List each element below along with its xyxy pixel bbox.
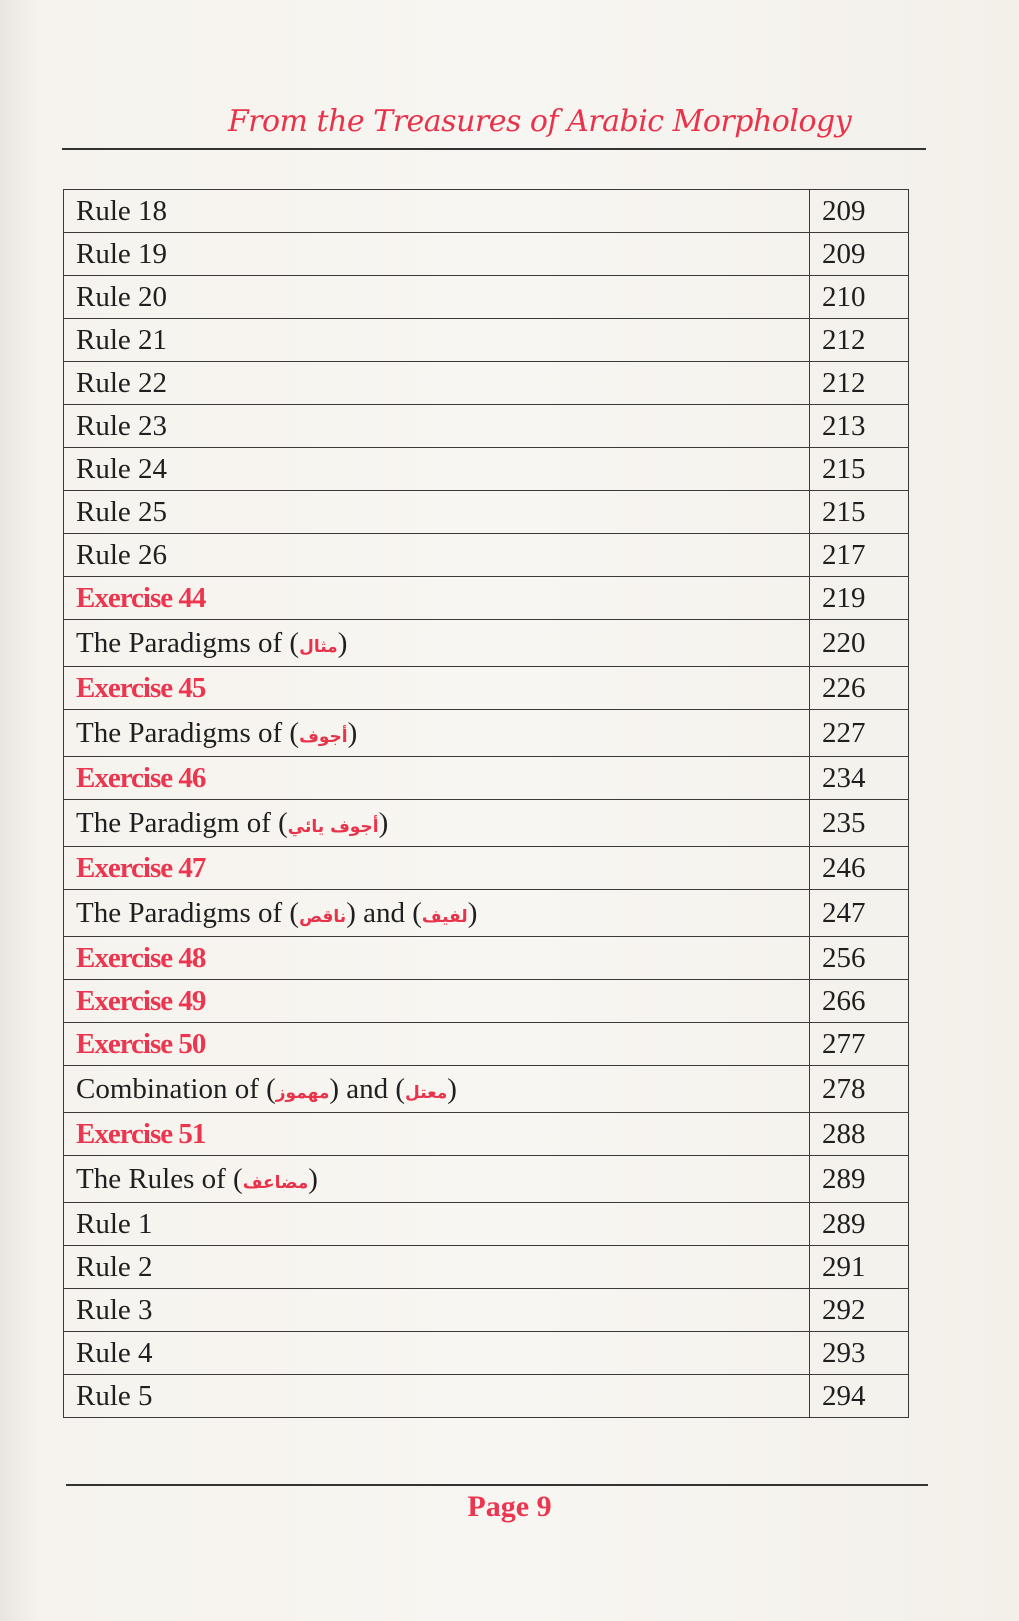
- toc-page-number: 289: [810, 1203, 909, 1246]
- toc-entry-title: [64, 620, 810, 667]
- entry-text: Exercise 50: [76, 1027, 206, 1060]
- toc-page-number: 247: [810, 890, 909, 937]
- entry-text: Exercise 51: [76, 1117, 206, 1150]
- toc-row-exercise: [64, 847, 909, 890]
- toc-row-rule: [64, 233, 909, 276]
- entry-text: Rule 2: [76, 1250, 153, 1283]
- toc-entry-title: [64, 710, 810, 757]
- toc-row-exercise: [64, 937, 909, 980]
- toc-entry-title: [64, 890, 810, 937]
- toc-page-number: 293: [810, 1332, 909, 1375]
- toc-entry-title: [64, 980, 810, 1023]
- toc-row-rule: [64, 1375, 909, 1418]
- toc-page-number: 266: [810, 980, 909, 1023]
- toc-page-number: 212: [810, 319, 909, 362]
- toc-entry-title: [64, 534, 810, 577]
- toc-page-number: 209: [810, 190, 909, 233]
- toc-entry-title: [64, 847, 810, 890]
- toc-entry-title: [64, 405, 810, 448]
- toc-row-section: [64, 800, 909, 847]
- toc-entry-title: [64, 1289, 810, 1332]
- toc-page-number: 209: [810, 233, 909, 276]
- toc-row-section: [64, 620, 909, 667]
- toc-page-number: 289: [810, 1156, 909, 1203]
- arabic-term: لفيف: [421, 906, 468, 927]
- toc-row-rule: [64, 319, 909, 362]
- toc-page-number: 235: [810, 800, 909, 847]
- entry-text: The Paradigm of (: [76, 806, 288, 839]
- toc-row-rule: [64, 1332, 909, 1375]
- entry-text: ): [308, 1162, 318, 1195]
- toc-row-exercise: [64, 980, 909, 1023]
- toc-page-number: 220: [810, 620, 909, 667]
- entry-text: ): [467, 896, 478, 929]
- page-number: Page 9: [467, 1490, 552, 1523]
- entry-text: ): [378, 806, 389, 839]
- toc-entry-title: [64, 937, 810, 980]
- table-of-contents: [63, 189, 909, 1418]
- toc-page-number: 215: [810, 491, 909, 534]
- toc-row-rule: [64, 1203, 909, 1246]
- toc-entry-title: [64, 319, 810, 362]
- toc-page-number: 217: [810, 534, 909, 577]
- entry-text: Rule 5: [76, 1379, 153, 1412]
- toc-page-number: 219: [810, 577, 909, 620]
- toc-row-rule: [64, 276, 909, 319]
- entry-text: The Paradigms of (: [76, 626, 300, 659]
- entry-text: Exercise 48: [76, 941, 206, 974]
- entry-text: The Rules of (: [76, 1162, 243, 1195]
- entry-text: Rule 22: [76, 366, 168, 399]
- toc-row-rule: [64, 1246, 909, 1289]
- entry-text: Exercise 47: [76, 851, 206, 884]
- entry-text: Rule 3: [76, 1293, 153, 1326]
- entry-text: ): [337, 626, 348, 659]
- toc-page-number: 227: [810, 710, 909, 757]
- entry-text: ) and (: [329, 1072, 406, 1105]
- toc-row-exercise: [64, 667, 909, 710]
- toc-page-number: 278: [810, 1066, 909, 1113]
- entry-text: ) and (: [346, 896, 422, 929]
- entry-text: The Paradigms of (: [76, 716, 300, 749]
- toc-page-number: 215: [810, 448, 909, 491]
- entry-text: ): [447, 1072, 457, 1105]
- toc-row-rule: [64, 190, 909, 233]
- entry-text: Exercise 49: [76, 984, 206, 1017]
- toc-row-rule: [64, 448, 909, 491]
- toc-entry-title: [64, 1113, 810, 1156]
- toc-entry-title: [64, 1023, 810, 1066]
- toc-page-number: 291: [810, 1246, 909, 1289]
- arabic-term: أجوف: [299, 726, 348, 747]
- toc-row-rule: [64, 534, 909, 577]
- toc-entry-title: [64, 1332, 810, 1375]
- toc-row-section: [64, 890, 909, 937]
- toc-row-rule: [64, 405, 909, 448]
- toc-page-number: 213: [810, 405, 909, 448]
- toc-entry-title: [64, 757, 810, 800]
- entry-text: Rule 1: [76, 1207, 153, 1240]
- entry-text: Rule 18: [76, 194, 168, 227]
- toc-row-section: [64, 710, 909, 757]
- arabic-term: مثال: [299, 636, 338, 657]
- toc-page-number: 277: [810, 1023, 909, 1066]
- toc-page-number: 234: [810, 757, 909, 800]
- footer-divider: [66, 1484, 928, 1486]
- entry-text: Exercise 45: [76, 671, 206, 704]
- toc-row-exercise: [64, 577, 909, 620]
- arabic-term: معتل: [405, 1082, 448, 1103]
- toc-entry-title: [64, 276, 810, 319]
- toc-row-section: [64, 1156, 909, 1203]
- toc-entry-title: [64, 1066, 810, 1113]
- toc-page-number: 288: [810, 1113, 909, 1156]
- entry-text: ): [347, 716, 358, 749]
- entry-text: Rule 21: [76, 323, 168, 356]
- entry-text: Exercise 44: [76, 581, 206, 614]
- entry-text: Rule 26: [76, 538, 168, 571]
- toc-row-section: [64, 1066, 909, 1113]
- toc-entry-title: [64, 577, 810, 620]
- toc-entry-title: [64, 362, 810, 405]
- toc-entry-title: [64, 233, 810, 276]
- toc-page-number: 226: [810, 667, 909, 710]
- toc-entry-title: [64, 491, 810, 534]
- toc-entry-title: [64, 1156, 810, 1203]
- entry-text: Rule 4: [76, 1336, 153, 1369]
- toc-page-number: 212: [810, 362, 909, 405]
- entry-text: The Paradigms of (: [76, 896, 300, 929]
- toc-page-number: 292: [810, 1289, 909, 1332]
- entry-text: Rule 25: [76, 495, 168, 528]
- toc-row-rule: [64, 491, 909, 534]
- entry-text: Rule 19: [76, 237, 168, 270]
- arabic-term: أجوف يائي: [287, 816, 379, 837]
- header-divider: [62, 148, 926, 150]
- arabic-term: ناقص: [299, 906, 347, 927]
- toc-entry-title: [64, 667, 810, 710]
- toc-row-exercise: [64, 1113, 909, 1156]
- entry-text: Combination of (: [76, 1072, 276, 1105]
- toc-row-rule: [64, 362, 909, 405]
- entry-text: Rule 20: [76, 280, 168, 313]
- entry-text: Rule 23: [76, 409, 168, 442]
- toc-page-number: 294: [810, 1375, 909, 1418]
- toc-page-number: 256: [810, 937, 909, 980]
- toc-row-exercise: [64, 1023, 909, 1066]
- toc-entry-title: [64, 1375, 810, 1418]
- entry-text: Rule 24: [76, 452, 168, 485]
- arabic-term: مضاعف: [242, 1172, 309, 1193]
- toc-entry-title: [64, 448, 810, 491]
- toc-entry-title: [64, 190, 810, 233]
- toc-entry-title: [64, 1203, 810, 1246]
- toc-row-rule: [64, 1289, 909, 1332]
- toc-entry-title: [64, 800, 810, 847]
- entry-text: Exercise 46: [76, 761, 206, 794]
- running-header: From the Treasures of Arabic Morphology: [227, 104, 852, 139]
- toc-entry-title: [64, 1246, 810, 1289]
- toc-page-number: 246: [810, 847, 909, 890]
- toc-row-exercise: [64, 757, 909, 800]
- toc-page-number: 210: [810, 276, 909, 319]
- arabic-term: مهموز: [275, 1082, 330, 1103]
